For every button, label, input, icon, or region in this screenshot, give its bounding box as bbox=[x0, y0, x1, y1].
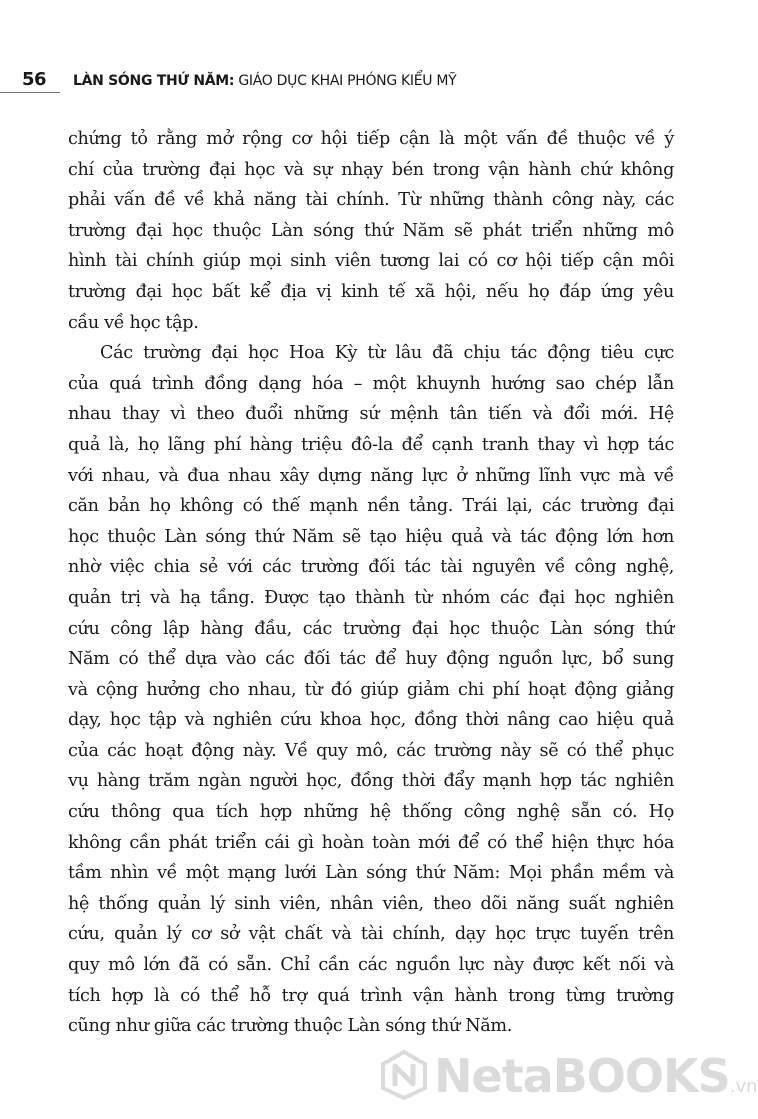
text-line: nhau thay vì theo đuổi những sứ mệnh tân tiến và đổi mới. Hệ bbox=[68, 404, 674, 425]
text-line: cầu về học tập. bbox=[68, 312, 199, 333]
text-line: cứu thông qua tích hợp những hệ thống công nghệ sẵn có. Họ bbox=[68, 802, 674, 823]
running-title-rest: GIÁO DỤC KHAI PHÓNG KIỂU MỸ bbox=[234, 73, 457, 89]
watermark-brand-name: NetaBOOKS bbox=[434, 1049, 730, 1103]
text-line: hệ thống quản lý sinh viên, nhân viên, theo dõi năng suất nghiên bbox=[68, 893, 674, 914]
text-line: cũng như giữa các trường thuộc Làn sóng thứ Năm. bbox=[68, 1016, 512, 1037]
text-line: của quá trình đồng dạng hóa – một khuynh hướng sao chép lẫn bbox=[68, 373, 674, 394]
paragraph-2 bbox=[68, 338, 674, 1042]
text-line: quả là, họ lãng phí hàng triệu đô-la để cạnh tranh thay vì hợp tác bbox=[68, 434, 674, 455]
text-line: không cần phát triển cái gì hoàn toàn mới để có thể hiện thực hóa bbox=[68, 832, 674, 853]
text-line: nhờ việc chia sẻ với các trường đối tác tài nguyên về công nghệ, bbox=[68, 557, 674, 578]
running-title-bold: LÀN SÓNG THỨ NĂM: bbox=[73, 73, 235, 89]
netabooks-watermark bbox=[380, 1046, 758, 1106]
text-line: quản trị và hạ tầng. Được tạo thành từ nhóm các đại học nghiên bbox=[68, 587, 674, 608]
text-line: Năm có thể dựa vào các đối tác để huy động nguồn lực, bổ sung bbox=[68, 649, 674, 670]
text-line: của các hoạt động này. Về quy mô, các trường này sẽ có thể phục bbox=[68, 740, 674, 761]
text-line: và cộng hưởng cho nhau, từ đó giúp giảm chi phí hoạt động giảng bbox=[68, 679, 674, 700]
header-rule bbox=[0, 92, 60, 93]
text-line: trường đại học thuộc Làn sóng thứ Năm sẽ phát triển những mô bbox=[68, 220, 674, 241]
text-line: học thuộc Làn sóng thứ Năm sẽ tạo hiệu quả và tác động lớn hơn bbox=[68, 526, 674, 547]
text-line: vụ hàng trăm ngàn người học, đồng thời đẩy mạnh hợp tác nghiên bbox=[68, 771, 674, 792]
page-header bbox=[0, 68, 700, 96]
text-line: tích hợp là có thể hỗ trợ quá trình vận hành trong từng trường bbox=[68, 985, 674, 1006]
text-line: trường đại học bất kể địa vị kinh tế xã hội, nếu họ đáp ứng yêu bbox=[68, 281, 674, 302]
text-line: phải vấn đề về khả năng tài chính. Từ những thành công này, các bbox=[68, 190, 674, 211]
text-line: hình tài chính giúp mọi sinh viên tương lai có cơ hội tiếp cận môi bbox=[68, 251, 674, 272]
text-line: tầm nhìn về một mạng lưới Làn sóng thứ Năm: Mọi phần mềm và bbox=[68, 863, 674, 884]
text-line: dạy, học tập và nghiên cứu khoa học, đồng thời nâng cao hiệu quả bbox=[68, 710, 674, 731]
text-line: với nhau, và đua nhau xây dựng năng lực ở những lĩnh vực mà về bbox=[68, 465, 674, 486]
watermark-brand bbox=[434, 1048, 758, 1115]
text-line: chứng tỏ rằng mở rộng cơ hội tiếp cận là một vấn đề thuộc về ý bbox=[68, 129, 674, 149]
text-line: chí của trường đại học và sự nhạy bén trong vận hành chứ không bbox=[68, 159, 674, 180]
netabooks-logo-icon bbox=[380, 1050, 428, 1100]
text-line: cứu công lập hàng đầu, các trường đại học thuộc Làn sóng thứ bbox=[68, 618, 674, 639]
page-number: 56 bbox=[22, 69, 47, 90]
body-text bbox=[68, 124, 674, 1042]
running-title bbox=[73, 71, 456, 91]
text-line: cứu, quản lý cơ sở vật chất và tài chính, dạy học trực tuyến trên bbox=[68, 924, 674, 945]
watermark-suffix: .vn bbox=[729, 1076, 758, 1097]
text-line: Các trường đại học Hoa Kỳ từ lâu đã chịu tác động tiêu cực bbox=[100, 343, 674, 364]
text-line: căn bản họ không có thế mạnh nền tảng. Trái lại, các trường đại bbox=[68, 496, 674, 517]
text-line: quy mô lớn đã có sẵn. Chỉ cần các nguồn lực này được kết nối và bbox=[68, 955, 674, 976]
paragraph-1 bbox=[68, 124, 674, 338]
